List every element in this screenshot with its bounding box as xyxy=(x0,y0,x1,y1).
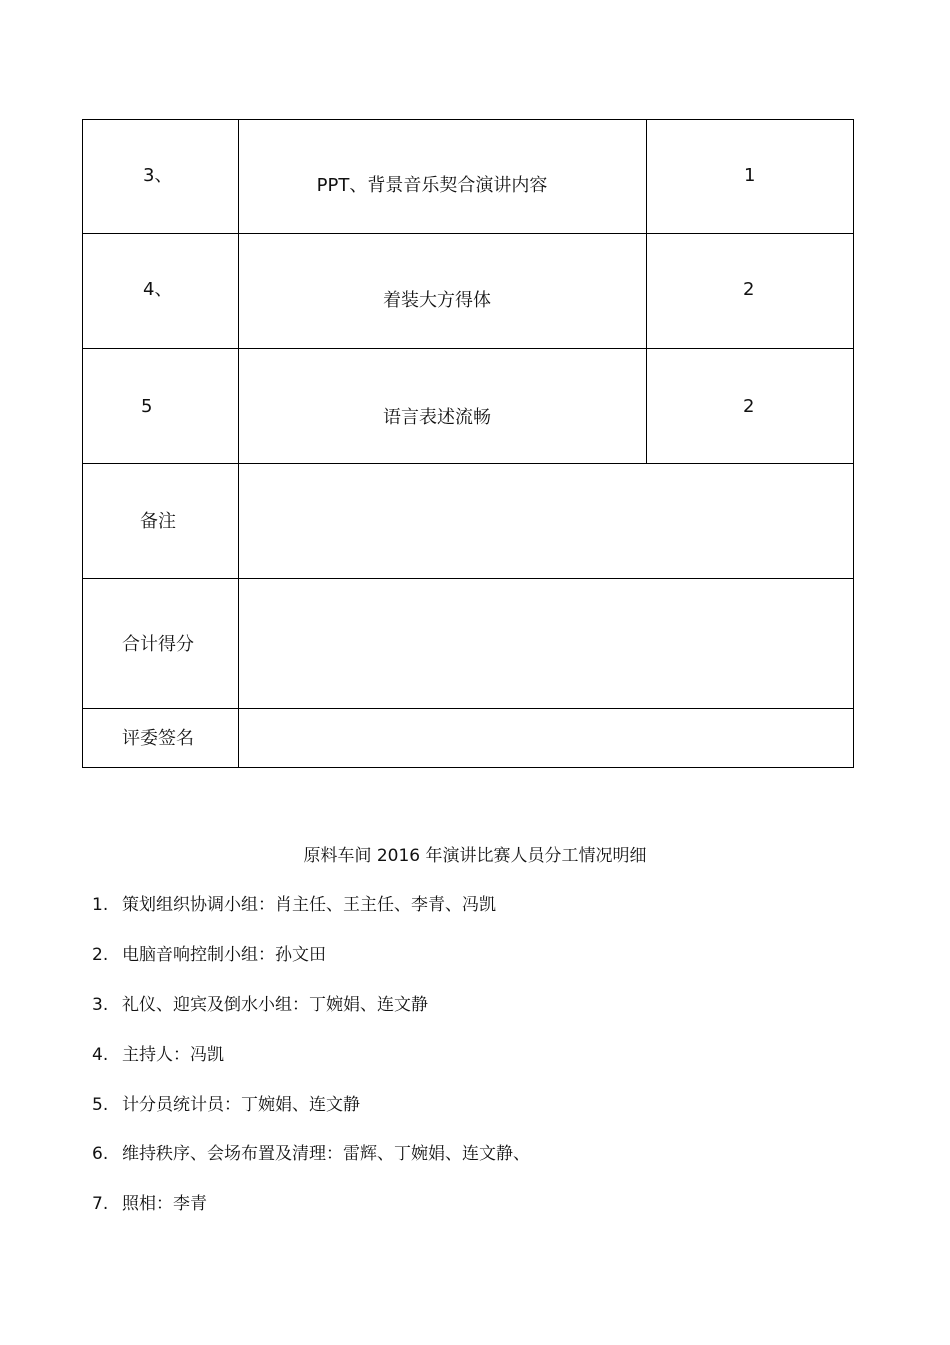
remarks-field[interactable] xyxy=(239,464,853,578)
total-score-label: 合计得分 xyxy=(122,634,194,655)
list-item xyxy=(92,994,428,1016)
list-item-number: 4. xyxy=(92,1045,109,1065)
criterion-text: 着装大方得体 xyxy=(383,290,491,311)
points-value: 1 xyxy=(744,165,756,186)
table-border-top xyxy=(82,119,854,120)
list-item-text: 策划组织协调小组：肖主任、王主任、李青、冯凯 xyxy=(122,895,496,915)
list-item-number: 7. xyxy=(92,1194,109,1214)
criterion-text: PPT、背景音乐契合演讲内容 xyxy=(316,175,548,196)
table-column-divider xyxy=(646,119,647,464)
list-item-text: 电脑音响控制小组：孙文田 xyxy=(122,945,326,965)
remarks-label: 备注 xyxy=(140,511,176,532)
total-score-field[interactable] xyxy=(239,579,853,708)
list-item xyxy=(92,894,496,916)
table-row-divider xyxy=(82,233,854,234)
points-value: 2 xyxy=(743,396,755,417)
list-item-text: 照相：李青 xyxy=(122,1194,207,1214)
assignment-title: 原料车间 2016 年演讲比赛人员分工情况明细 xyxy=(303,846,647,866)
list-item-text: 主持人：冯凯 xyxy=(122,1045,224,1065)
list-item xyxy=(92,1044,224,1066)
row-number: 4、 xyxy=(143,279,173,300)
table-row-divider xyxy=(82,348,854,349)
points-value: 2 xyxy=(743,279,755,300)
criterion-text: 语言表述流畅 xyxy=(383,407,491,428)
table-border-left xyxy=(82,119,83,768)
judge-signature-label: 评委签名 xyxy=(122,728,194,749)
row-number: 3、 xyxy=(143,165,173,186)
row-number: 5 xyxy=(141,396,153,417)
table-border-bottom xyxy=(82,767,854,768)
list-item xyxy=(92,1094,360,1116)
judge-signature-field[interactable] xyxy=(239,709,853,767)
table-border-right xyxy=(853,119,854,768)
list-item xyxy=(92,1193,207,1215)
list-item-number: 2. xyxy=(92,945,109,965)
list-item-number: 6. xyxy=(92,1144,109,1164)
list-item-text: 礼仪、迎宾及倒水小组：丁婉娟、连文静 xyxy=(122,995,428,1015)
list-item-text: 计分员统计员：丁婉娟、连文静 xyxy=(122,1095,360,1115)
list-item-number: 1. xyxy=(92,895,109,915)
list-item xyxy=(92,1143,530,1165)
list-item-number: 5. xyxy=(92,1095,109,1115)
list-item xyxy=(92,944,326,966)
list-item-number: 3. xyxy=(92,995,109,1015)
list-item-text: 维持秩序、会场布置及清理：雷辉、丁婉娟、连文静、 xyxy=(122,1144,530,1164)
